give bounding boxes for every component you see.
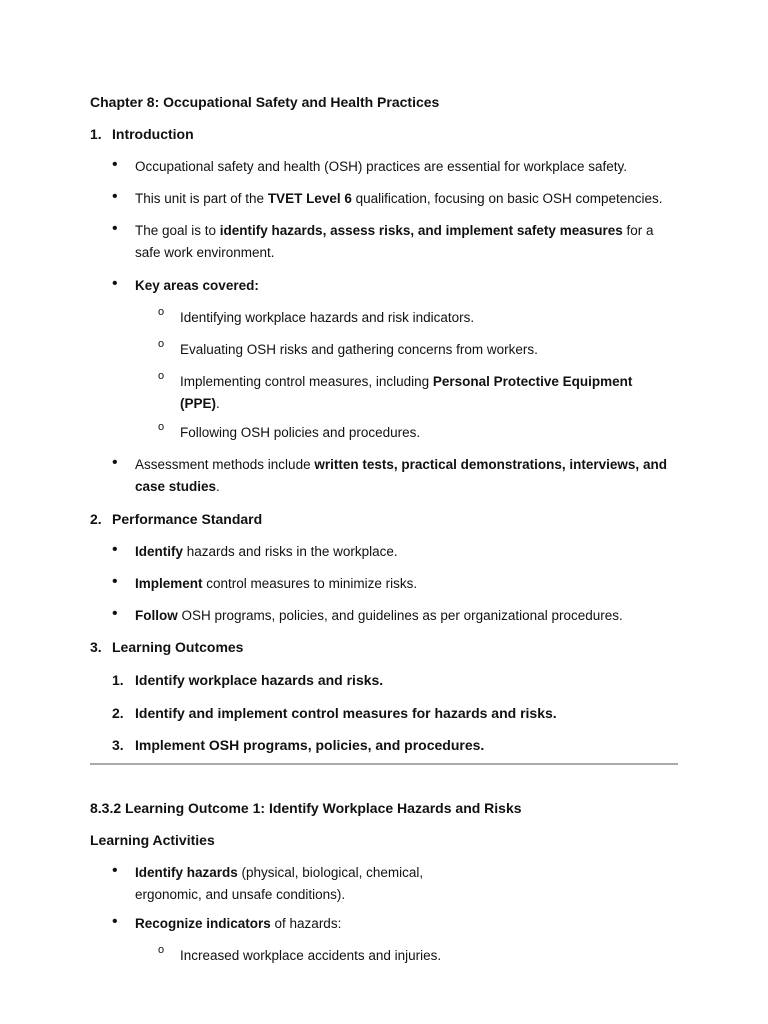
sub-list-item [158,422,658,444]
section-title: Introduction [112,126,194,142]
text-run: control measures to minimize risks. [202,576,418,591]
sub-list-item [158,339,658,361]
numbered-item [112,703,557,723]
numbered-item [112,735,484,755]
bullet-text: Occupational safety and health (OSH) practices are essential for workplace safety. [135,159,627,174]
learning-activities-heading: Learning Activities [90,832,215,848]
sub-bullet-text: Evaluating OSH risks and gathering concerns from workers. [180,342,538,357]
section-heading-performance-standard [90,509,262,529]
bold-run: Recognize indicators [135,916,271,931]
bold-run: Identify [135,544,184,559]
sub-list-item [158,371,638,415]
sub-bullet-icon: o [158,338,165,350]
sub-bullet-text: Following OSH policies and procedures. [180,425,421,440]
bullet-icon: • [112,156,118,173]
bullet-text [135,275,672,297]
item-number: 1. [112,672,124,688]
text-run: for a safe work environment. [135,223,654,260]
bullet-text [135,220,672,264]
sub-bullet-icon: o [158,421,165,433]
sub-bullet-icon: o [158,370,165,382]
list-item [112,605,672,627]
bullet-icon: • [112,188,118,205]
sub-list-item [158,307,658,329]
item-text: Implement OSH programs, policies, and procedures. [135,737,485,753]
bullet-text [135,541,672,563]
text-run: ergonomic, and unsafe conditions). [135,887,346,902]
list-item [112,541,672,563]
list-item [112,220,672,264]
horizontal-divider [90,763,678,765]
text-run: of hazards: [270,916,342,931]
item-number: 3. [112,737,124,753]
bullet-icon: • [112,605,118,622]
list-item [112,454,672,498]
bold-run: Identify hazards [135,865,238,880]
sub-bullet-text [180,371,638,415]
list-item [112,573,672,595]
bullet-icon: • [112,573,118,590]
bold-run: identify hazards, assess risks, and implement safety measures [219,223,623,238]
section-heading-learning-outcomes [90,637,243,657]
bold-run: written tests, practical demonstrations, interviews, and case studies [135,457,667,494]
text-run: hazards and risks in the workplace. [183,544,398,559]
list-item [112,156,672,178]
text-run: The goal is to [135,223,220,238]
text-run: This unit is part of the [135,191,268,206]
list-item [112,275,672,297]
list-item [112,913,672,935]
text-run: . [216,479,220,494]
bullet-text [135,454,672,498]
learning-outcome-title: 8.3.2 Learning Outcome 1: Identify Workplace Hazards and Risks [90,800,522,816]
sub-bullet-icon: o [158,306,165,318]
bullet-icon: • [112,454,118,471]
bold-run: Implement [135,576,203,591]
bullet-text [135,573,672,595]
chapter-title: Chapter 8: Occupational Safety and Health Practices [90,94,440,110]
text-run: OSH programs, policies, and guidelines as per organizational procedures. [177,608,623,623]
bullet-text [135,188,672,210]
text-run: (physical, biological, chemical, [237,865,424,880]
section-heading-introduction [90,124,194,144]
item-text: Identify workplace hazards and risks. [135,672,384,688]
bullet-icon: • [112,275,118,292]
sub-bullet-text: Increased workplace accidents and injuries. [180,948,442,963]
list-item [112,862,442,906]
bullet-icon: • [112,220,118,237]
sub-bullet-text: Identifying workplace hazards and risk indicators. [180,310,475,325]
text-run: qualification, focusing on basic OSH competencies. [351,191,663,206]
bullet-text [135,913,672,935]
section-number: 3. [90,639,102,655]
bold-run: Personal Protective Equipment (PPE) [180,374,633,411]
bullet-text [135,605,672,627]
bullet-icon: • [112,913,118,930]
section-number: 2. [90,511,102,527]
bullet-text [135,862,442,906]
section-title: Learning Outcomes [112,639,244,655]
section-title: Performance Standard [112,511,263,527]
item-number: 2. [112,705,124,721]
sub-list-item [158,945,658,967]
bold-run: Follow [135,608,178,623]
text-run: Assessment methods include [135,457,315,472]
section-number: 1. [90,126,102,142]
numbered-item [112,670,383,690]
text-run: . [216,396,220,411]
sub-bullet-icon: o [158,944,165,956]
bullet-icon: • [112,862,118,879]
bullet-icon: • [112,541,118,558]
bold-run: TVET Level 6 [267,191,352,206]
list-item [112,188,672,210]
text-run: Implementing control measures, including [180,374,433,389]
bold-run: Key areas covered: [135,278,259,293]
item-text: Identify and implement control measures for hazards and risks. [135,705,557,721]
